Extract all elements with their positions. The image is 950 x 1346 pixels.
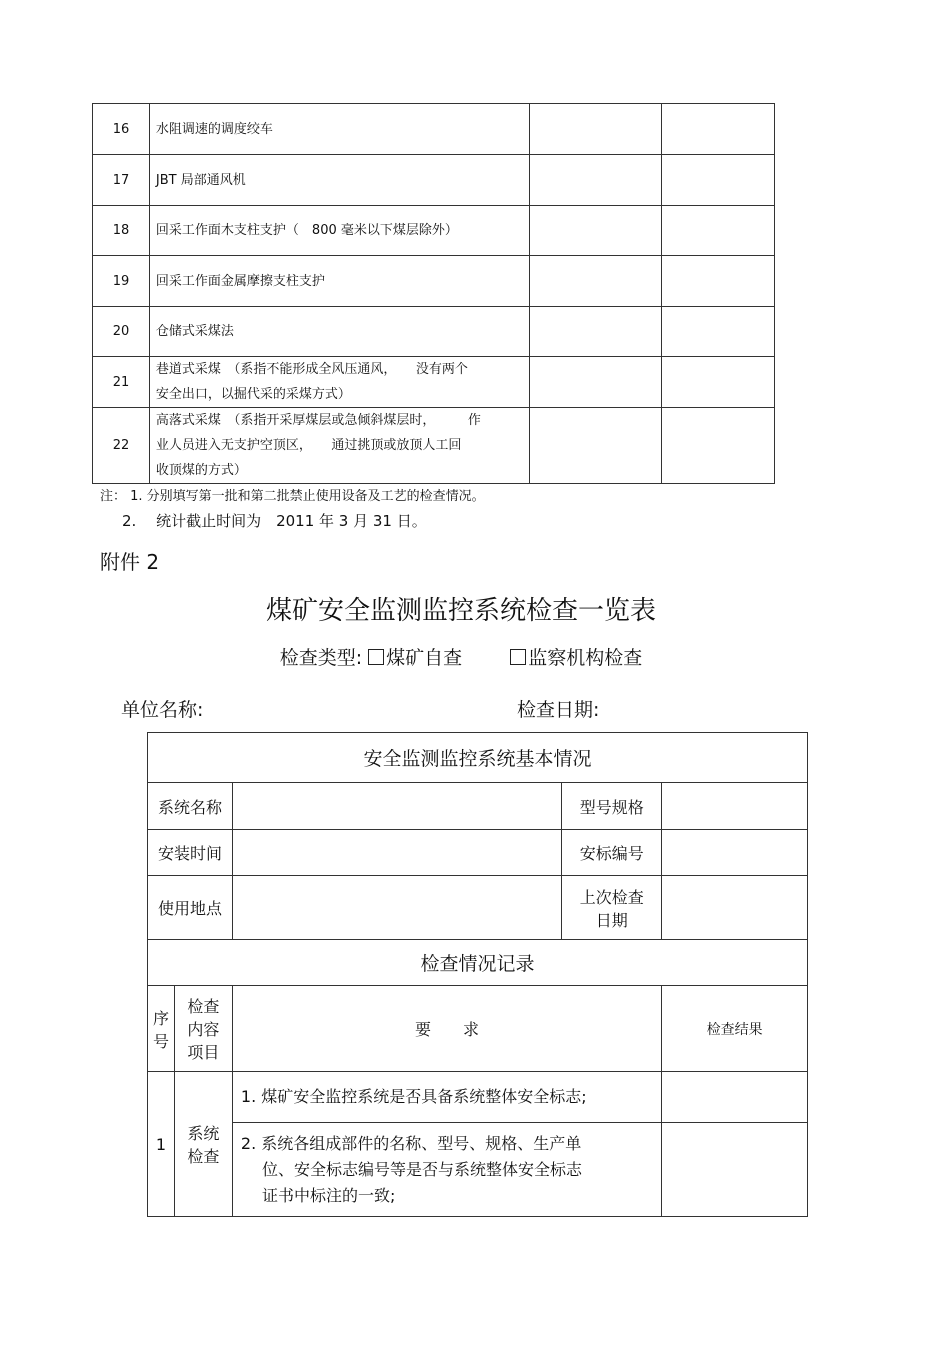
- item-number: 1: [148, 1072, 175, 1217]
- row-name: 回采工作面金属摩擦支柱支护: [149, 256, 529, 307]
- empty-cell: [530, 357, 662, 408]
- check-type-label: 检查类型:: [279, 647, 363, 669]
- table-row: [93, 104, 775, 155]
- model-spec-value[interactable]: [662, 783, 808, 830]
- requirement-2: [232, 1123, 661, 1217]
- monitoring-system-table: [147, 732, 808, 1217]
- check-type-row: [0, 643, 922, 670]
- record-header: 检查情况记录: [148, 940, 808, 986]
- row-name-line: 高落式采煤 （系指开采厚煤层或急倾斜煤层时， 作: [155, 413, 481, 428]
- system-name-label: 系统名称: [148, 783, 233, 830]
- row-number: 17: [93, 155, 150, 206]
- row-name: 水阻调速的调度绞车: [149, 104, 529, 155]
- table-row: [93, 408, 775, 484]
- row-name-line: 收顶煤的方式）: [155, 463, 247, 478]
- item-header-line: 内容: [187, 1020, 220, 1039]
- safety-mark-label: 安标编号: [562, 830, 662, 876]
- row-name-line: 巷道式采煤 （系指不能形成全风压通风， 没有两个: [155, 362, 468, 377]
- checkbox-self-check[interactable]: [368, 649, 384, 665]
- requirement-1: 1. 煤矿安全监控系统是否具备系统整体安全标志;: [232, 1072, 661, 1123]
- use-location-label: 使用地点: [148, 876, 233, 940]
- check-type-option-supervision: 监察机构检查: [528, 647, 643, 669]
- empty-cell: [530, 307, 662, 357]
- row-name-line: 安全出口，以掘代采的采煤方式）: [155, 387, 351, 402]
- empty-cell: [662, 206, 775, 256]
- check-type-option-self: 煤矿自查: [386, 647, 463, 669]
- item-header: [174, 986, 232, 1072]
- requirement-2-line: 位、安全标志编号等是否与系统整体安全标志: [240, 1159, 582, 1179]
- empty-cell: [530, 408, 662, 484]
- install-time-label: 安装时间: [148, 830, 233, 876]
- row-number: 21: [93, 357, 150, 408]
- item-name: [174, 1072, 232, 1217]
- result-header: 检查结果: [662, 986, 808, 1072]
- empty-cell: [662, 104, 775, 155]
- seq-header-line: 序: [152, 1008, 169, 1028]
- check-date-label: 检查日期:: [517, 699, 600, 721]
- empty-cell: [662, 256, 775, 307]
- note-1: 注： 1. 分别填写第一批和第二批禁止使用设备及工艺的检查情况。: [100, 489, 485, 504]
- row-number: 20: [93, 307, 150, 357]
- row-number: 19: [93, 256, 150, 307]
- system-name-value[interactable]: [232, 783, 561, 830]
- unit-name-label: 单位名称:: [121, 699, 204, 721]
- table-row: [93, 155, 775, 206]
- row-number: 18: [93, 206, 150, 256]
- table-row: [93, 206, 775, 256]
- safety-mark-value[interactable]: [662, 830, 808, 876]
- table-row: [93, 307, 775, 357]
- item-name-line: 检查: [187, 1147, 220, 1166]
- row-name-line: 业人员进入无支护空顶区， 通过挑顶或放顶人工回: [155, 438, 462, 453]
- table-row: [93, 357, 775, 408]
- empty-cell: [662, 307, 775, 357]
- requirement-header: 要 求: [232, 986, 661, 1072]
- result-1[interactable]: [662, 1072, 808, 1123]
- seq-header-line: 号: [152, 1031, 169, 1051]
- use-location-value[interactable]: [232, 876, 561, 940]
- row-number: 16: [93, 104, 150, 155]
- item-header-line: 检查: [187, 997, 220, 1016]
- empty-cell: [530, 256, 662, 307]
- result-2[interactable]: [662, 1123, 808, 1217]
- empty-cell: [662, 357, 775, 408]
- last-check-line: 上次检查: [579, 887, 644, 907]
- install-time-value[interactable]: [232, 830, 561, 876]
- item-name-line: 系统: [187, 1124, 220, 1143]
- prohibited-equipment-table: [92, 103, 775, 484]
- row-name: 仓储式采煤法: [149, 307, 529, 357]
- seq-header: [148, 986, 175, 1072]
- empty-cell: [530, 206, 662, 256]
- row-number: 22: [93, 408, 150, 484]
- table-row: [93, 256, 775, 307]
- empty-cell: [662, 155, 775, 206]
- last-check-value[interactable]: [662, 876, 808, 940]
- empty-cell: [530, 155, 662, 206]
- row-name: JBT 局部通风机: [149, 155, 529, 206]
- item-header-line: 项目: [187, 1043, 220, 1062]
- last-check-label: [562, 876, 662, 940]
- basic-info-header: 安全监测监控系统基本情况: [148, 733, 808, 783]
- empty-cell: [662, 408, 775, 484]
- requirement-2-line: 证书中标注的一致;: [240, 1185, 396, 1205]
- empty-cell: [530, 104, 662, 155]
- row-name: [149, 408, 529, 484]
- model-spec-label: 型号规格: [562, 783, 662, 830]
- row-name: 回采工作面木支柱支护（ 800 毫米以下煤层除外）: [149, 206, 529, 256]
- row-name: [149, 357, 529, 408]
- appendix-label: 附件 2: [100, 550, 160, 574]
- checkbox-supervision[interactable]: [510, 649, 526, 665]
- page-title: 煤矿安全监测监控系统检查一览表: [265, 596, 656, 626]
- note-2: 2. 统计截止时间为 2011 年 3 月 31 日。: [122, 512, 427, 530]
- requirement-2-line: 2. 系统各组成部件的名称、型号、规格、生产单: [240, 1133, 582, 1153]
- last-check-line: 日期: [595, 910, 628, 930]
